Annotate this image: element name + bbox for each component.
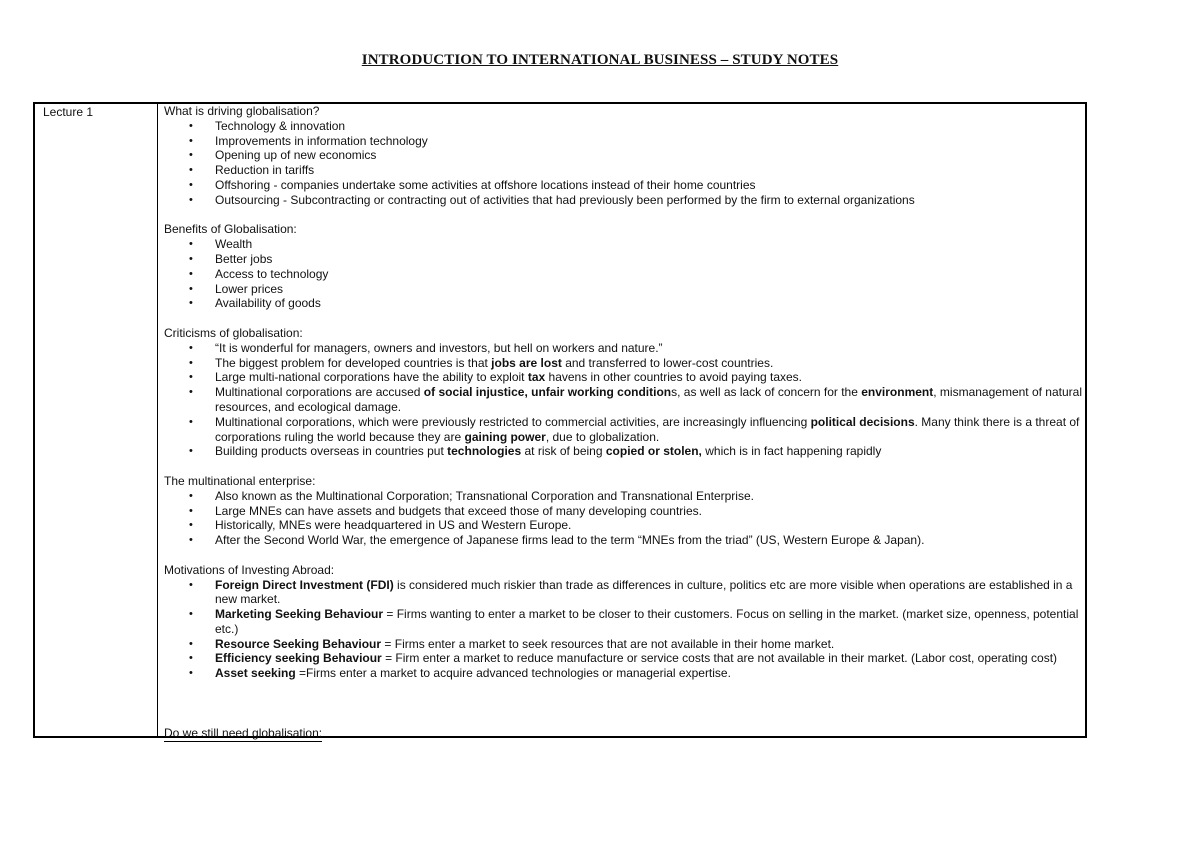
list-item: • Reduction in tariffs xyxy=(189,163,315,178)
list-item: • Access to technology xyxy=(189,266,329,281)
lecture-label: Lecture 1 xyxy=(43,105,94,119)
section-heading: The multinational enterprise: xyxy=(164,473,316,488)
document-title: INTRODUCTION TO INTERNATIONAL BUSINESS – STUDY NOTES xyxy=(361,52,839,68)
section-heading: Criticisms of globalisation: xyxy=(164,325,303,340)
list-item: • The biggest problem for developed countries is that jobs are lost and transferred to lower-cost countries. xyxy=(189,355,774,370)
bullet-list xyxy=(164,578,1084,682)
bullet-list xyxy=(164,237,1084,311)
list-item: • Outsourcing - Subcontracting or contracting out of activities that had previously been performed by the firm to external organizations xyxy=(189,192,915,207)
section-heading: What is driving globalisation? xyxy=(164,104,320,118)
closing-question: Do we still need globalisation: xyxy=(164,726,323,740)
list-item: • Efficiency seeking Behaviour = Firm enter a market to reduce manufacture or service costs that are not available in their market. (Labor cost, operating cost) xyxy=(189,651,1058,666)
bullet-list xyxy=(164,341,1084,459)
list-item: • Wealth xyxy=(189,237,253,252)
notes-content xyxy=(164,104,1084,740)
section-heading: Motivations of Investing Abroad: xyxy=(164,562,335,577)
list-item: • “It is wonderful for managers, owners and investors, but hell on workers and nature.” xyxy=(189,340,663,355)
section-criticisms xyxy=(164,326,1084,459)
list-item: • Large MNEs can have assets and budgets that exceed those of many developing countries. xyxy=(189,503,702,518)
list-item: • Asset seeking =Firms enter a market to acquire advanced technologies or managerial expertise. xyxy=(189,666,731,681)
column-divider xyxy=(157,104,158,736)
list-item: • Foreign Direct Investment (FDI) is considered much riskier than trade as differences in culture, politics etc are more visible when operations are established in a new market. xyxy=(189,577,1073,607)
list-item: • After the Second World War, the emergence of Japanese firms lead to the term “MNEs from the triad” (US, Western Europe & Japan). xyxy=(189,533,925,548)
list-item: • Opening up of new economics xyxy=(189,148,377,163)
list-item: • Historically, MNEs were headquartered in US and Western Europe. xyxy=(189,518,572,533)
section-heading: Benefits of Globalisation: xyxy=(164,222,297,237)
section-driving xyxy=(164,104,1084,208)
list-item: • Lower prices xyxy=(189,281,284,296)
list-item: • Resource Seeking Behaviour = Firms enter a market to seek resources that are not available in their home market. xyxy=(189,636,835,651)
list-item: • Availability of goods xyxy=(189,296,321,311)
list-item: • Technology & innovation xyxy=(189,118,346,133)
list-item: • Multinational corporations, which were previously restricted to commercial activities, are increasingly influencing political decisions. Many think there is a threat of corporations ruling the world because they are gaining power, due to globalization. xyxy=(189,414,1080,444)
bullet-list xyxy=(164,119,1084,208)
section-mne xyxy=(164,474,1084,548)
section-motivations xyxy=(164,563,1084,681)
list-item: • Offshoring - companies undertake some activities at offshore locations instead of their home countries xyxy=(189,177,756,192)
list-item: • Also known as the Multinational Corporation; Transnational Corporation and Transnational Enterprise. xyxy=(189,488,754,503)
list-item: • Building products overseas in countries put technologies at risk of being copied or stolen, which is in fact happening rapidly xyxy=(189,444,882,459)
list-item: • Large multi-national corporations have the ability to exploit tax havens in other countries to avoid paying taxes. xyxy=(189,370,803,385)
notes-table xyxy=(33,102,1087,738)
list-item: • Multinational corporations are accused of social injustice, unfair working conditions, as well as lack of concern for the environment, mismanagement of natural resources, and ecological damage. xyxy=(189,385,1082,414)
section-benefits xyxy=(164,222,1084,311)
list-item: • Improvements in information technology xyxy=(189,133,428,148)
list-item: • Marketing Seeking Behaviour = Firms wanting to enter a market to be closer to their customers. Focus on selling in the market. (market size, openness, potential etc.) xyxy=(189,607,1079,636)
bullet-list xyxy=(164,489,1084,548)
list-item: • Better jobs xyxy=(189,251,273,266)
